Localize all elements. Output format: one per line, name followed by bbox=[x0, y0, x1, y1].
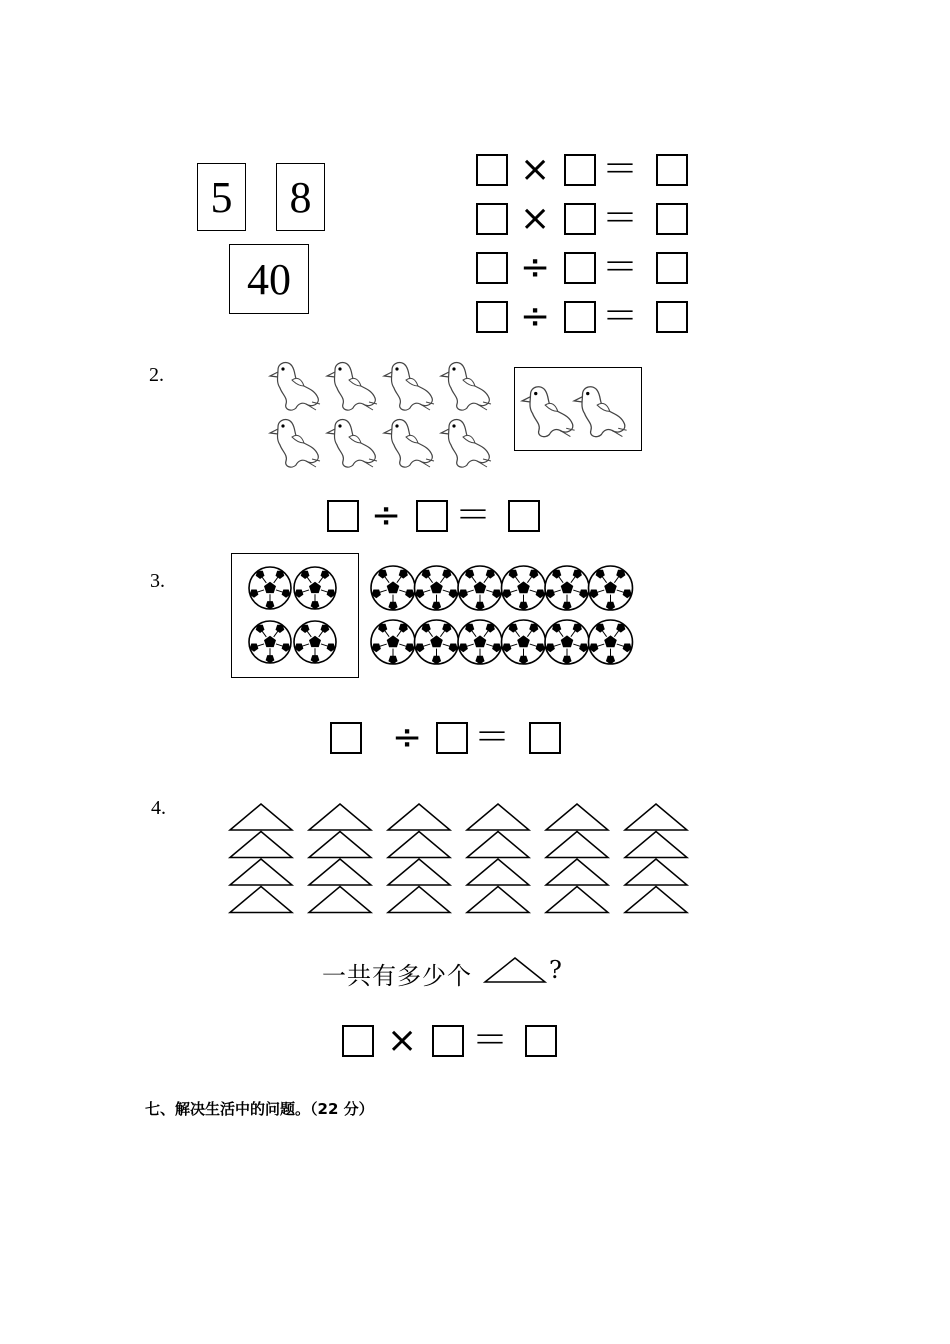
answer-blank[interactable] bbox=[656, 301, 688, 333]
triangle-shape bbox=[546, 832, 608, 858]
answer-blank[interactable] bbox=[476, 154, 508, 186]
bird-icon bbox=[327, 420, 377, 468]
q1-equation-1 bbox=[476, 149, 696, 194]
equals-sign: ＝ bbox=[474, 717, 511, 758]
soccer-ball-icon bbox=[371, 566, 415, 610]
triangle-shape bbox=[625, 887, 687, 913]
answer-blank[interactable] bbox=[656, 252, 688, 284]
question-prompt: 一共有多少个 bbox=[322, 962, 472, 990]
soccer-ball-icon bbox=[371, 620, 415, 664]
q1-equation-2 bbox=[476, 198, 696, 243]
question-number: 3. bbox=[150, 570, 165, 592]
answer-blank[interactable] bbox=[525, 1025, 557, 1057]
soccer-ball-icon bbox=[249, 567, 291, 609]
triangle-shape bbox=[230, 804, 292, 830]
triangle-shape bbox=[388, 887, 450, 913]
triangle-shape bbox=[309, 887, 371, 913]
soccer-ball-icon bbox=[249, 621, 291, 663]
number-card-5: 5 bbox=[197, 163, 246, 231]
answer-blank[interactable] bbox=[656, 203, 688, 235]
answer-blank[interactable] bbox=[330, 722, 362, 754]
equals-sign: ＝ bbox=[602, 198, 639, 239]
bird-icon bbox=[327, 363, 377, 411]
triangle-shape bbox=[309, 859, 371, 885]
triangle-grid bbox=[228, 802, 694, 920]
answer-blank[interactable] bbox=[342, 1025, 374, 1057]
answer-blank[interactable] bbox=[476, 203, 508, 235]
bird-icon bbox=[270, 420, 320, 468]
divide-sign: ÷ bbox=[520, 296, 551, 337]
soccer-ball-icon bbox=[545, 620, 589, 664]
triangle-shape bbox=[388, 832, 450, 858]
answer-blank[interactable] bbox=[432, 1025, 464, 1057]
divide-sign: ÷ bbox=[520, 247, 551, 288]
question-text bbox=[322, 956, 582, 988]
answer-blank[interactable] bbox=[564, 301, 596, 333]
answer-blank[interactable] bbox=[656, 154, 688, 186]
soccer-ball-icon bbox=[415, 566, 459, 610]
q1-equation-3 bbox=[476, 247, 696, 292]
soccer-ball-icon bbox=[458, 620, 502, 664]
triangle-shape bbox=[625, 859, 687, 885]
section-heading: 七、解决生活中的问题。（22 分） bbox=[145, 1100, 374, 1118]
divide-sign: ÷ bbox=[371, 495, 402, 536]
triangle-shape bbox=[546, 859, 608, 885]
soccer-ball-group bbox=[370, 565, 635, 665]
triangle-shape bbox=[467, 804, 529, 830]
soccer-ball-group bbox=[248, 565, 343, 665]
equals-sign: ＝ bbox=[602, 149, 639, 190]
answer-blank[interactable] bbox=[529, 722, 561, 754]
question-mark: ? bbox=[549, 956, 563, 984]
triangle-shape bbox=[388, 859, 450, 885]
triangle-shape bbox=[467, 887, 529, 913]
soccer-ball-icon bbox=[545, 566, 589, 610]
triangle-shape bbox=[230, 859, 292, 885]
answer-blank[interactable] bbox=[436, 722, 468, 754]
question-number: 4. bbox=[151, 797, 166, 819]
bird-icon bbox=[441, 420, 491, 468]
q3-equation bbox=[330, 717, 570, 762]
answer-blank[interactable] bbox=[476, 301, 508, 333]
answer-blank[interactable] bbox=[416, 500, 448, 532]
answer-blank[interactable] bbox=[476, 252, 508, 284]
equals-sign: ＝ bbox=[602, 296, 639, 337]
equals-sign: ＝ bbox=[602, 247, 639, 288]
bird-icon bbox=[441, 363, 491, 411]
q2-equation bbox=[327, 495, 547, 540]
bird-group bbox=[268, 358, 498, 474]
q1-equation-4 bbox=[476, 296, 696, 341]
q4-equation bbox=[342, 1020, 562, 1065]
question-number: 2. bbox=[149, 364, 164, 386]
triangle-shape bbox=[309, 832, 371, 858]
number-card-40: 40 bbox=[229, 244, 309, 314]
bird-icon bbox=[384, 420, 434, 468]
multiply-sign: × bbox=[520, 149, 551, 190]
equals-sign: ＝ bbox=[455, 495, 492, 536]
multiply-sign: × bbox=[520, 198, 551, 239]
triangle-shape bbox=[467, 859, 529, 885]
bird-icon bbox=[522, 387, 575, 437]
soccer-ball-icon bbox=[502, 620, 546, 664]
triangle-icon bbox=[483, 956, 547, 984]
equals-sign: ＝ bbox=[472, 1020, 509, 1061]
number-card-8: 8 bbox=[276, 163, 325, 231]
soccer-ball-icon bbox=[589, 620, 633, 664]
triangle-shape bbox=[625, 832, 687, 858]
triangle-shape bbox=[625, 804, 687, 830]
triangle-shape bbox=[230, 887, 292, 913]
soccer-ball-icon bbox=[589, 566, 633, 610]
triangle-shape bbox=[546, 804, 608, 830]
answer-blank[interactable] bbox=[327, 500, 359, 532]
answer-blank[interactable] bbox=[508, 500, 540, 532]
soccer-ball-icon bbox=[415, 620, 459, 664]
answer-blank[interactable] bbox=[564, 252, 596, 284]
triangle-shape bbox=[309, 804, 371, 830]
soccer-ball-icon bbox=[294, 621, 336, 663]
bird-icon bbox=[270, 363, 320, 411]
triangle-shape bbox=[230, 832, 292, 858]
bird-icon bbox=[384, 363, 434, 411]
soccer-ball-icon bbox=[502, 566, 546, 610]
soccer-ball-icon bbox=[294, 567, 336, 609]
multiply-sign: × bbox=[387, 1020, 418, 1061]
soccer-ball-icon bbox=[458, 566, 502, 610]
divide-sign: ÷ bbox=[392, 717, 423, 758]
answer-blank[interactable] bbox=[564, 154, 596, 186]
triangle-shape bbox=[388, 804, 450, 830]
answer-blank[interactable] bbox=[564, 203, 596, 235]
triangle-shape bbox=[546, 887, 608, 913]
bird-group bbox=[520, 382, 636, 442]
bird-icon bbox=[574, 387, 627, 437]
triangle-shape bbox=[467, 832, 529, 858]
